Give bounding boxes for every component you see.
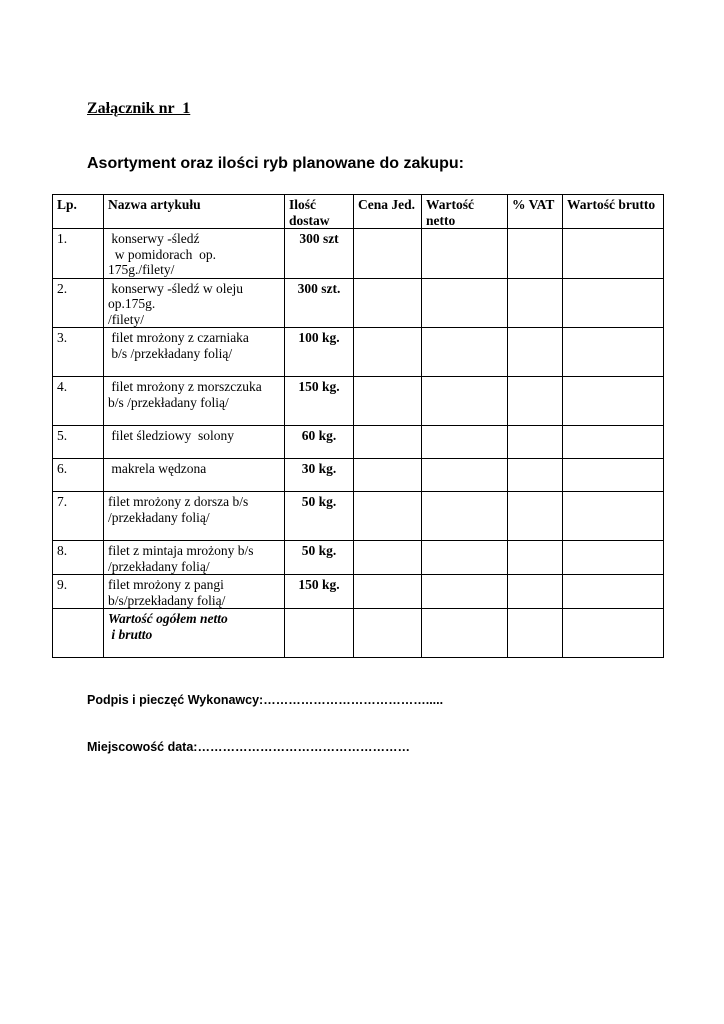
row-net-cell xyxy=(422,278,508,328)
row-price-cell xyxy=(354,541,422,575)
row-lp: 3. xyxy=(53,328,104,377)
row-qty: 50 kg. xyxy=(285,541,354,575)
signature-line: Podpis i pieczęć Wykonawcy:…………………………………..... xyxy=(87,693,444,707)
annex-title: Załącznik nr 1 xyxy=(87,100,191,117)
row-price-cell xyxy=(354,492,422,541)
row-price-cell xyxy=(354,278,422,328)
row-lp: 4. xyxy=(53,377,104,426)
row-lp: 1. xyxy=(53,229,104,279)
row-gross-cell xyxy=(563,575,664,609)
row-name: konserwy -śledź w oleju op.175g. /filety/ xyxy=(104,278,285,328)
row-gross-cell xyxy=(563,541,664,575)
row-gross-cell xyxy=(563,492,664,541)
row-vat-cell xyxy=(508,328,563,377)
row-name: makrela wędzona xyxy=(104,459,285,492)
row-lp: 7. xyxy=(53,492,104,541)
row-qty: 50 kg. xyxy=(285,492,354,541)
table-row xyxy=(53,426,664,459)
total-vat-cell xyxy=(508,609,563,658)
row-lp: 5. xyxy=(53,426,104,459)
row-vat-cell xyxy=(508,426,563,459)
row-price-cell xyxy=(354,229,422,279)
row-gross-cell xyxy=(563,328,664,377)
total-net-cell xyxy=(422,609,508,658)
document-heading: Asortyment oraz ilości ryb planowane do zakupu: xyxy=(87,155,464,172)
row-net-cell xyxy=(422,459,508,492)
row-vat-cell xyxy=(508,492,563,541)
row-net-cell xyxy=(422,492,508,541)
row-vat-cell xyxy=(508,377,563,426)
header-price: Cena Jed. xyxy=(354,195,422,229)
place-date-line: Miejscowość data:…………………………………………… xyxy=(87,740,410,754)
row-lp: 8. xyxy=(53,541,104,575)
row-price-cell xyxy=(354,459,422,492)
header-qty: Ilość dostaw xyxy=(285,195,354,229)
row-vat-cell xyxy=(508,575,563,609)
row-qty: 60 kg. xyxy=(285,426,354,459)
table-row xyxy=(53,492,664,541)
row-gross-cell xyxy=(563,459,664,492)
total-gross-cell xyxy=(563,609,664,658)
table-row xyxy=(53,459,664,492)
row-name: filet mrożony z pangi b/s/przekładany folią/ xyxy=(104,575,285,609)
fish-assortment-table xyxy=(52,194,664,658)
row-name: filet mrożony z morszczuka b/s /przekładany folią/ xyxy=(104,377,285,426)
header-gross: Wartość brutto xyxy=(563,195,664,229)
row-qty: 300 szt. xyxy=(285,278,354,328)
row-net-cell xyxy=(422,328,508,377)
total-price-cell xyxy=(354,609,422,658)
total-lp-cell xyxy=(53,609,104,658)
total-label: Wartość ogółem netto i brutto xyxy=(104,609,285,658)
row-price-cell xyxy=(354,575,422,609)
total-qty-cell xyxy=(285,609,354,658)
header-name: Nazwa artykułu xyxy=(104,195,285,229)
row-vat-cell xyxy=(508,459,563,492)
row-net-cell xyxy=(422,575,508,609)
header-vat: % VAT xyxy=(508,195,563,229)
row-qty: 100 kg. xyxy=(285,328,354,377)
row-lp: 2. xyxy=(53,278,104,328)
row-gross-cell xyxy=(563,426,664,459)
row-price-cell xyxy=(354,377,422,426)
row-net-cell xyxy=(422,426,508,459)
table-header-row xyxy=(53,195,664,229)
header-net: Wartość netto xyxy=(422,195,508,229)
row-gross-cell xyxy=(563,377,664,426)
table-row xyxy=(53,541,664,575)
row-net-cell xyxy=(422,229,508,279)
row-qty: 150 kg. xyxy=(285,575,354,609)
row-lp: 9. xyxy=(53,575,104,609)
row-gross-cell xyxy=(563,229,664,279)
table-row xyxy=(53,278,664,328)
header-lp: Lp. xyxy=(53,195,104,229)
row-net-cell xyxy=(422,541,508,575)
row-vat-cell xyxy=(508,541,563,575)
row-vat-cell xyxy=(508,278,563,328)
total-row xyxy=(53,609,664,658)
table-row xyxy=(53,328,664,377)
table-row xyxy=(53,229,664,279)
row-name: filet mrożony z dorsza b/s /przekładany folią/ xyxy=(104,492,285,541)
row-net-cell xyxy=(422,377,508,426)
row-qty: 300 szt xyxy=(285,229,354,279)
row-qty: 150 kg. xyxy=(285,377,354,426)
table-row xyxy=(53,377,664,426)
table-row xyxy=(53,575,664,609)
row-name: filet z mintaja mrożony b/s /przekładany folią/ xyxy=(104,541,285,575)
row-name: filet śledziowy solony xyxy=(104,426,285,459)
row-qty: 30 kg. xyxy=(285,459,354,492)
row-lp: 6. xyxy=(53,459,104,492)
row-name: konserwy -śledź w pomidorach op. 175g./filety/ xyxy=(104,229,285,279)
row-price-cell xyxy=(354,328,422,377)
row-vat-cell xyxy=(508,229,563,279)
row-gross-cell xyxy=(563,278,664,328)
row-name: filet mrożony z czarniaka b/s /przekładany folią/ xyxy=(104,328,285,377)
row-price-cell xyxy=(354,426,422,459)
